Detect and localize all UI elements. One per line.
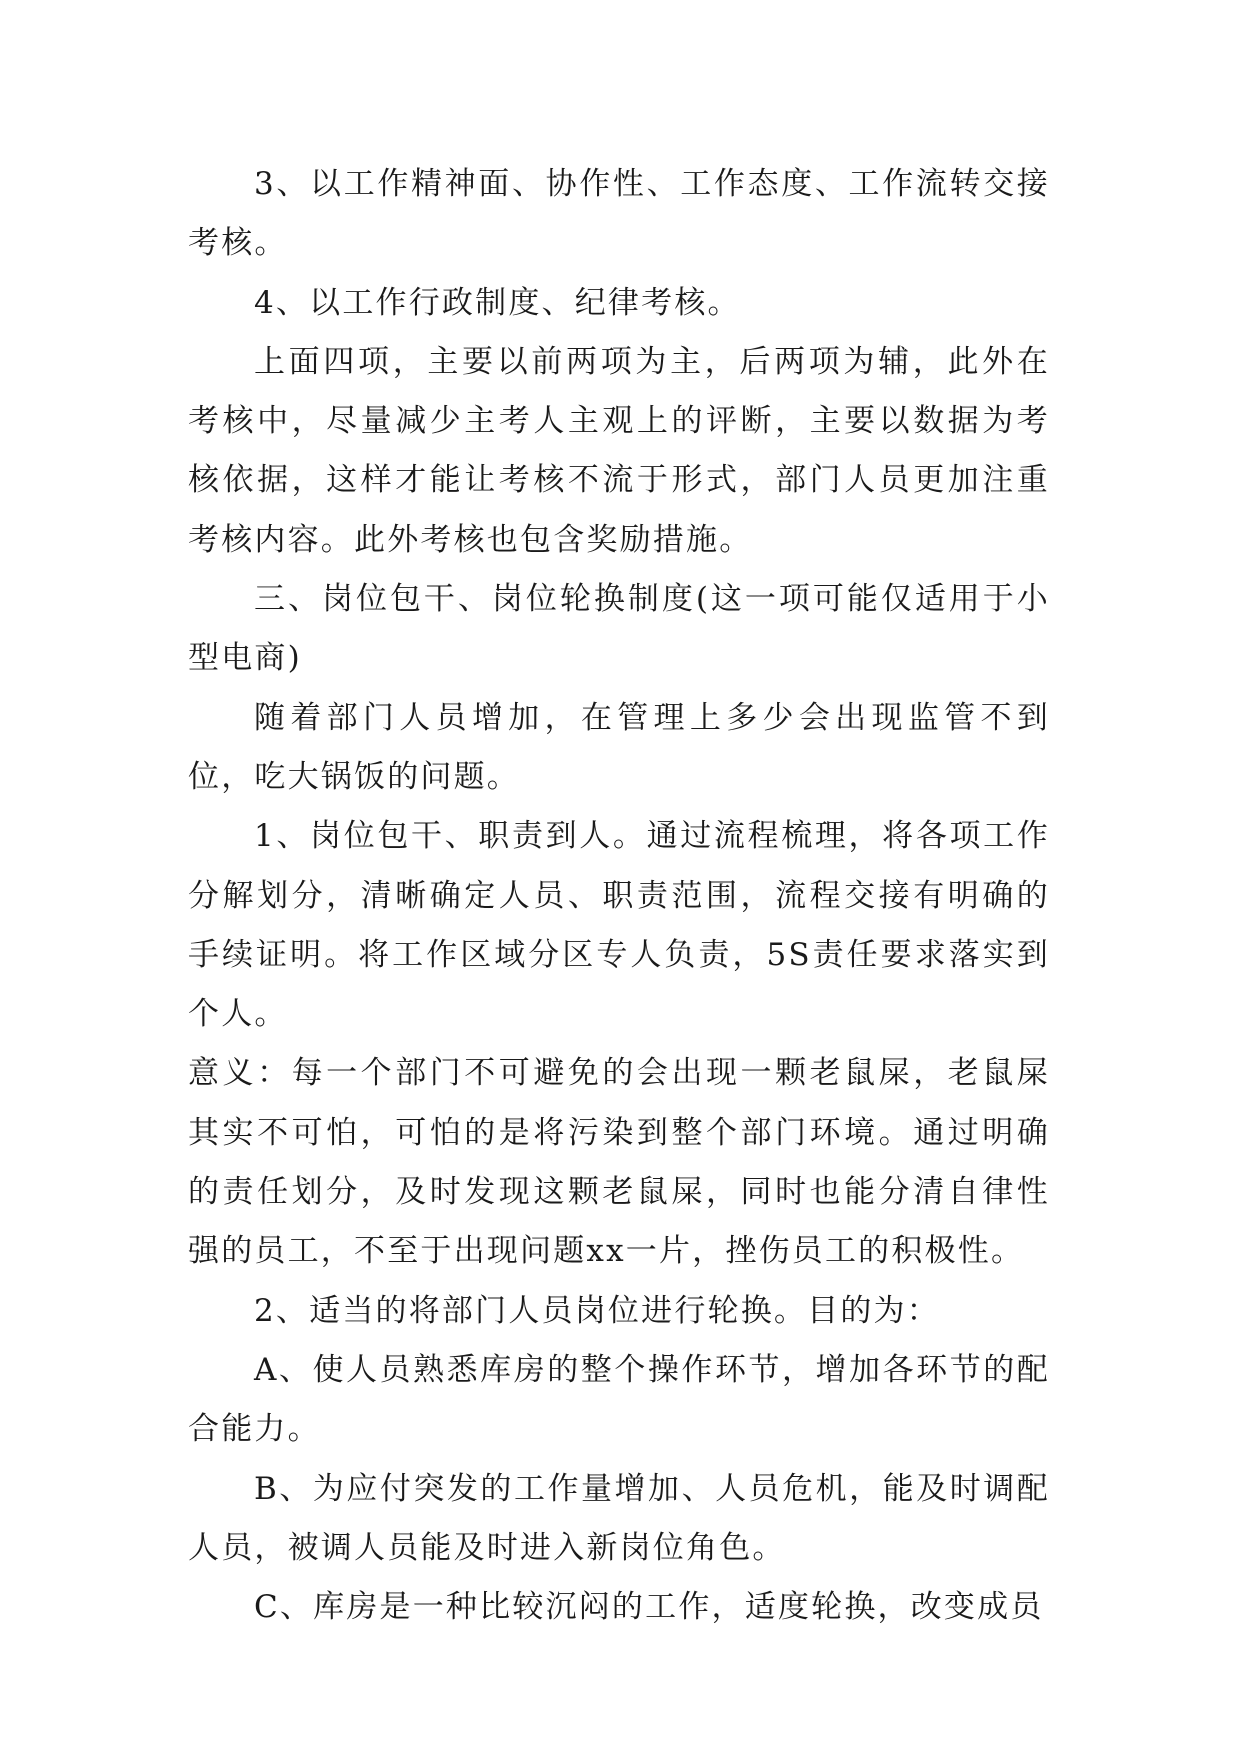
paragraph-assessment-summary: 上面四项，主要以前两项为主，后两项为辅，此外在考核中，尽量减少主考人主观上的评断，主要以数据为考核依据，这样才能让考核不流于形式，部门人员更加注重考核内容。此外考核也包含奖励措施。 [188,343,1050,558]
paragraph-significance: 意义：每一个部门不可避免的会出现一颗老鼠屎，老鼠屎其实不可怕，可怕的是将污染到整个部门环境。通过明确的责任划分，及时发现这颗老鼠屎，同时也能分清自律性强的员工，不至于出现问题xx一片，挫伤员工的积极性。 [188,1055,1050,1270]
paragraph-rotation: 2、适当的将部门人员岗位进行轮换。目的为： [254,1292,940,1329]
paragraph-assessment-4: 4、以工作行政制度、纪律考核。 [254,284,741,321]
paragraph-rotation-a: A、使人员熟悉库房的整个操作环节，增加各环节的配合能力。 [188,1351,1050,1448]
paragraph-rotation-b: B、为应付突发的工作量增加、人员危机，能及时调配人员，被调人员能及时进入新岗位角色。 [188,1470,1050,1566]
paragraph-post-responsibility: 1、岗位包干、职责到人。通过流程梳理，将各项工作分解划分，清晰确定人员、职责范围，流程交接有明确的手续证明。将工作区域分区专人负责，5S责任要求落实到个人。 [188,818,1050,1033]
paragraph-assessment-3: 3、以工作精神面、协作性、工作态度、工作流转交接考核。 [188,166,1050,262]
section-heading-3: 三、岗位包干、岗位轮换制度(这一项可能仅适用于小型电商) [188,581,1050,677]
paragraph-section-3-intro: 随着部门人员增加，在管理上多少会出现监管不到位，吃大锅饭的问题。 [188,699,1050,795]
document-body [188,155,1050,1637]
paragraph-rotation-c: C、库房是一种比较沉闷的工作，适度轮换，改变成员 [254,1589,1044,1626]
